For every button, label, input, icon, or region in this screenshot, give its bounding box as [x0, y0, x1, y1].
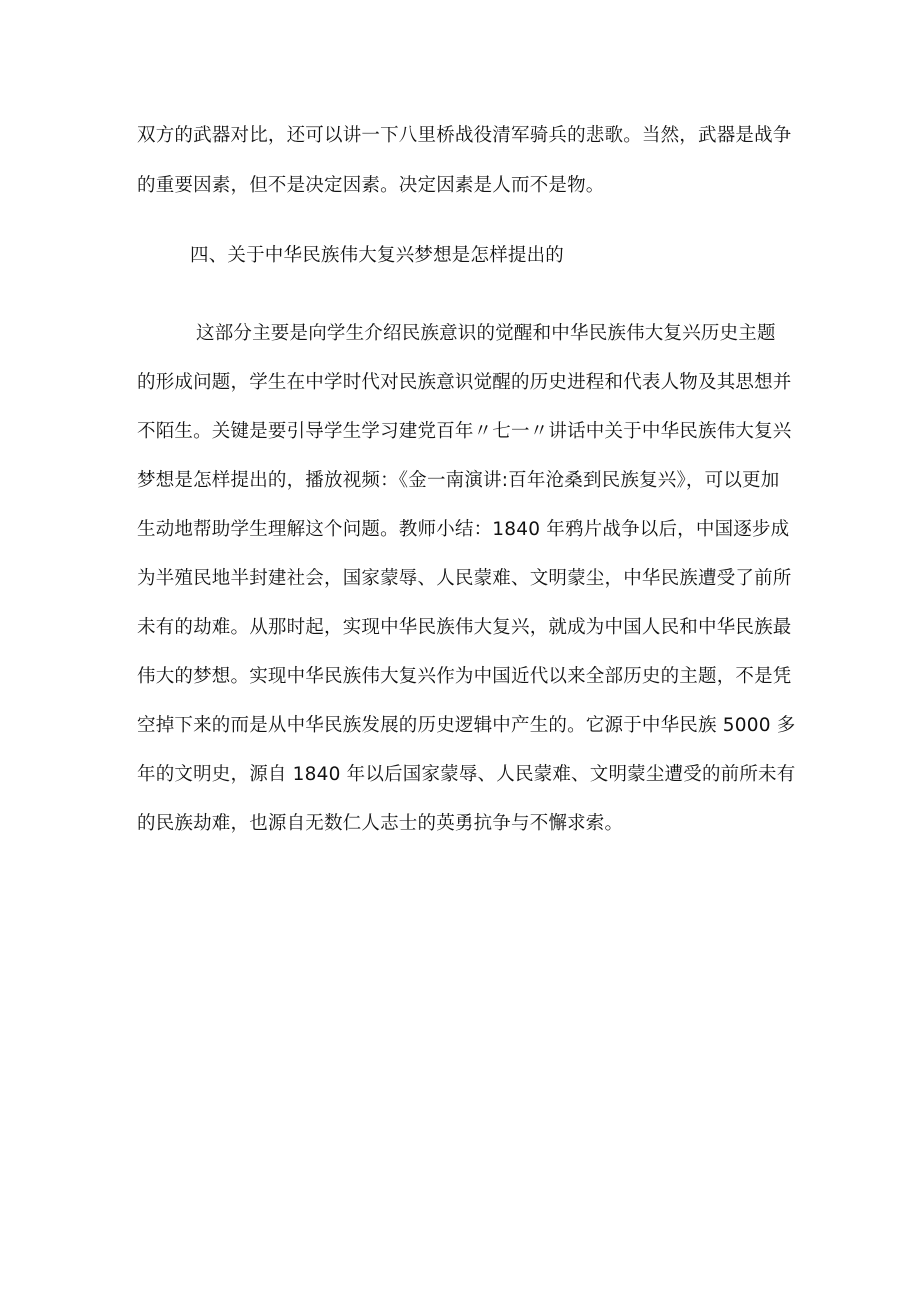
paragraph-line: 这部分主要是向学生介绍民族意识的觉醒和中华民族伟大复兴历史主题 — [196, 323, 776, 344]
paragraph-line: 年的文明史，源自 1840 年以后国家蒙辱、人民蒙难、文明蒙尘遭受的前所未有 — [137, 764, 796, 785]
paragraph-line: 不陌生。关键是要引导学生学习建党百年〃七一〃讲话中关于中华民族伟大复兴 — [137, 421, 792, 442]
paragraph-line: 的民族劫难，也源自无数仁人志士的英勇抗争与不懈求索。 — [137, 813, 624, 834]
paragraph-line: 空掉下来的而是从中华民族发展的历史逻辑中产生的。它源于中华民族 5000 多 — [137, 715, 796, 736]
paragraph-line: 双方的武器对比，还可以讲一下八里桥战役清军骑兵的悲歌。当然，武器是战争 — [137, 125, 792, 146]
paragraph-line: 生动地帮助学生理解这个问题。教师小结：1840 年鸦片战争以后，中国逐步成 — [137, 519, 790, 540]
section-heading: 四、关于中华民族伟大复兴梦想是怎样提出的 — [190, 245, 565, 266]
paragraph-line: 的形成问题，学生在中学时代对民族意识觉醒的历史进程和代表人物及其思想并 — [137, 372, 792, 393]
paragraph-line: 伟大的梦想。实现中华民族伟大复兴作为中国近代以来全部历史的主题，不是凭 — [137, 666, 792, 687]
paragraph-line: 未有的劫难。从那时起，实现中华民族伟大复兴，就成为中国人民和中华民族最 — [137, 617, 792, 638]
paragraph-line: 的重要因素，但不是决定因素。决定因素是人而不是物。 — [137, 175, 605, 196]
paragraph-line: 梦想是怎样提出的，播放视频：《金一南演讲:百年沧桑到民族复兴》，可以更加 — [137, 470, 780, 491]
paragraph-line: 为半殖民地半封建社会，国家蒙辱、人民蒙难、文明蒙尘，中华民族遭受了前所 — [137, 568, 792, 589]
